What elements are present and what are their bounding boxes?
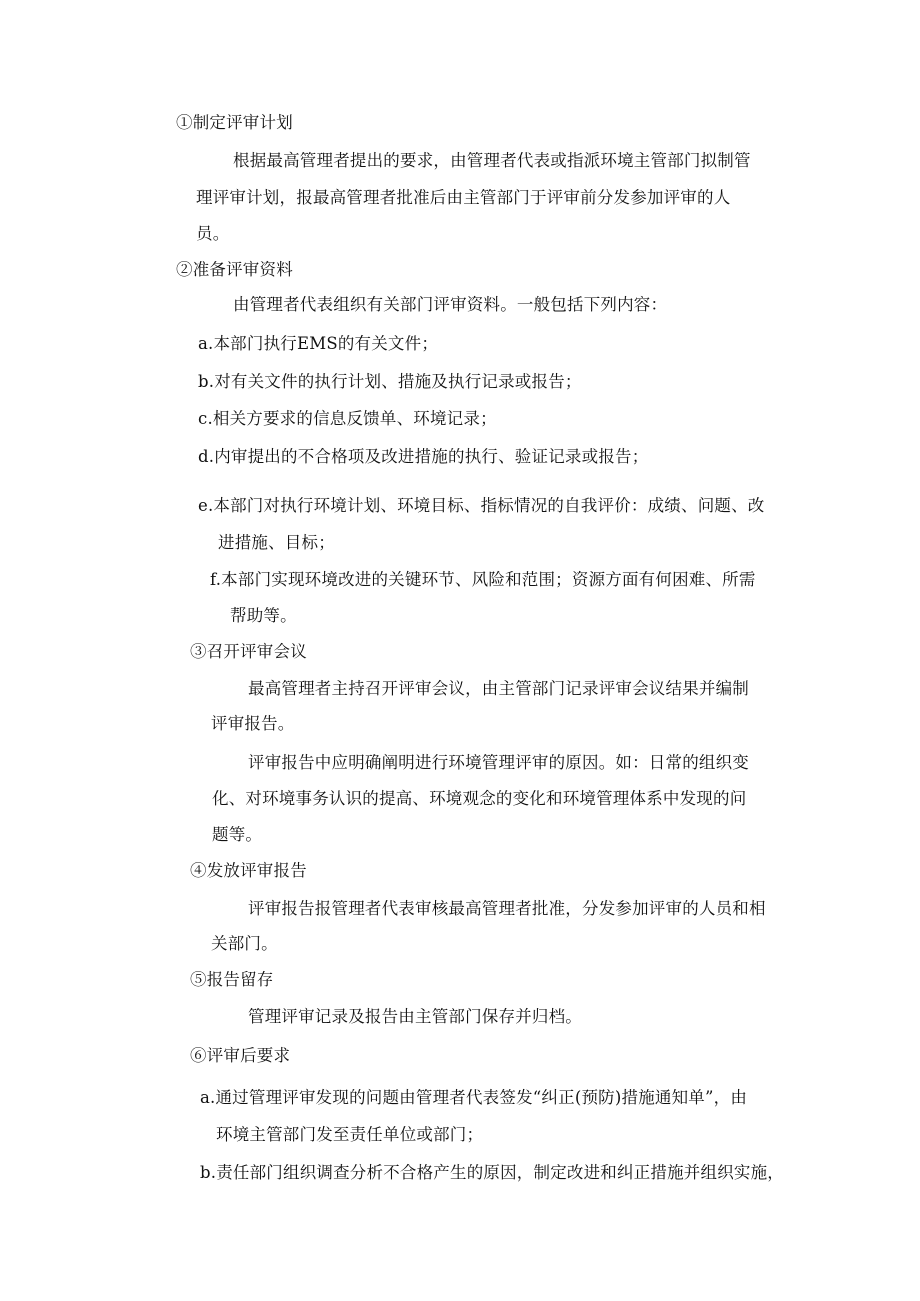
list-item-c: c.相关方要求的信息反馈单、环境记录； [198,409,497,428]
paragraph-line: 评审报告中应明确阐明进行环境管理评审的原因。如：日常的组织变 [248,753,749,772]
paragraph-line: 根据最高管理者提出的要求，由管理者代表或指派环境主管部门拟制管 [233,151,751,170]
list-item-d: d.内审提出的不合格项及改进措施的执行、验证记录或报告； [198,447,649,466]
list-item-a: a.本部门执行EMS的有关文件； [198,334,439,353]
section-heading-3: ③召开评审会议 [190,642,307,661]
list-item-b: b.责任部门组织调查分析不合格产生的原因，制定改进和纠正措施并组织实施， [200,1163,785,1182]
paragraph-line: 关部门。 [211,934,278,953]
list-item-a: a.通过管理评审发现的问题由管理者代表签发“纠正(预防)措施通知单”，由 [200,1088,748,1107]
paragraph-line: 化、对环境事务认识的提高、环境观念的变化和环境管理体系中发现的问 [212,789,747,808]
list-item-e-continued: 进措施、目标； [218,533,335,552]
section-heading-4: ④发放评审报告 [190,861,307,880]
section-heading-6: ⑥评审后要求 [190,1046,291,1065]
paragraph-line: 理评审计划，报最高管理者批准后由主管部门于评审前分发参加评审的人 [196,188,731,207]
paragraph-line: 评审报告。 [211,714,295,733]
paragraph-line: 题等。 [212,825,263,844]
list-item-a-continued: 环境主管部门发至责任单位或部门； [216,1125,484,1144]
section-heading-5: ⑤报告留存 [190,970,274,989]
paragraph-line: 管理评审记录及报告由主管部门保存并归档。 [248,1007,582,1026]
section-heading-2: ②准备评审资料 [176,260,293,279]
section-heading-1: ①制定评审计划 [176,113,293,132]
paragraph-line: 员。 [196,224,230,243]
paragraph-line: 最高管理者主持召开评审会议，由主管部门记录评审会议结果并编制 [248,679,749,698]
paragraph-line: 由管理者代表组织有关部门评审资料。一般包括下列内容： [233,295,668,314]
paragraph-line: 评审报告报管理者代表审核最高管理者批准，分发参加评审的人员和相 [248,899,766,918]
list-item-e: e.本部门对执行环境计划、环境目标、指标情况的自我评价：成绩、问题、改 [198,496,765,515]
list-item-f-continued: 帮助等。 [230,606,297,625]
list-item-b: b.对有关文件的执行计划、措施及执行记录或报告； [198,372,582,391]
list-item-f: f.本部门实现环境改进的关键环节、风险和范围；资源方面有何困难、所需 [210,570,756,589]
